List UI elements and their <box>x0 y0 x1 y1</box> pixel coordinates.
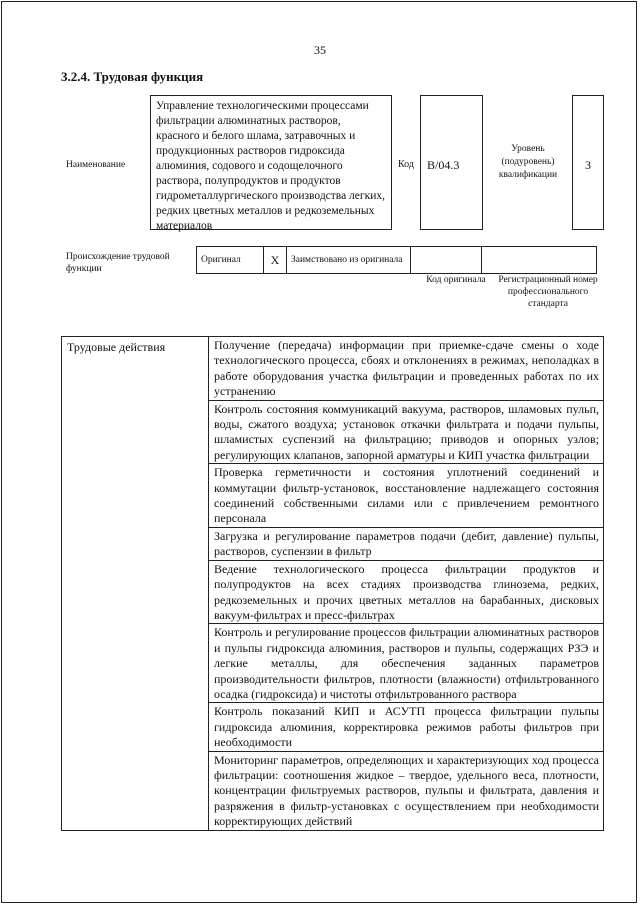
name-label: Наименование <box>66 160 126 170</box>
page-number: 35 <box>314 43 326 57</box>
original-code-cell <box>411 247 482 274</box>
labor-action-item: Контроль показаний КИП и АСУТП процесса фильтрации пульпы гидроксида алюминия, корректировка режимов работы фильтров при необходимости <box>209 703 604 751</box>
code-value: B/04.3 <box>427 158 460 172</box>
origin-label: Происхождение трудовой функции <box>66 252 170 274</box>
function-name-text: Управление технологическими процессами фильтрации алюминатных растворов, красного и белого шлама, затравочных и продукционных растворов гидроксида алюминия, содового и содощелочного раствора, полупродуктов и продуктов гидрометаллургического производства легких, редких цветных металлов и редкоземельных материалов <box>156 100 385 232</box>
borrowed-label: Заимствовано из оригинала <box>287 247 411 274</box>
labor-action-item: Контроль и регулирование процессов фильтрации алюминатных растворов и пульпы гидроксида алюминия, растворов и пульпы, содержащих РЗЭ и легкие металлы, для обеспечения заданных параметров производительности фильтров, плотности (влажности) отфильтрованного осадка (гидроксида) и чистоты отфильтрованного раствора <box>209 624 604 703</box>
original-code-caption: Код оригинала <box>426 275 486 285</box>
labor-actions-header: Трудовые действия <box>62 337 209 831</box>
labor-action-item: Получение (передача) информации при приемке-сдаче смены о ходе технологического процесса, сбоях и отклонениях в режимах, неполадках в работе оборудования участка фильтрации и проведенных работах по их устранению <box>209 337 604 401</box>
reg-number-caption: Регистрационный номер профессионального стандарта <box>498 275 598 309</box>
table-row <box>62 337 604 401</box>
original-mark: X <box>264 247 287 274</box>
labor-action-item: Загрузка и регулирование параметров подачи (дебит, давление) пульпы, растворов, суспензии в фильтр <box>209 527 604 560</box>
labor-action-item: Контроль состояния коммуникаций вакуума, растворов, шламовых пульп, воды, сжатого воздуха; установок откачки фильтрата и подачи пульпы, шламистых суспензий на фильтрацию; приводов и опорных узлов; регулирующих клапанов, запорной арматуры и КИП участка фильтрации <box>209 400 604 464</box>
labor-action-item: Проверка герметичности и состояния уплотнений соединений и коммутации фильтр-установок, восстановление надлежащего состояния соединений собственными силами или с привлечением ремонтного персонала <box>209 464 604 528</box>
reg-number-cell <box>482 247 597 274</box>
code-label: Код <box>398 159 414 170</box>
section-title: 3.2.4. Трудовая функция <box>61 69 204 84</box>
labor-action-item: Мониторинг параметров, определяющих и характеризующих ход процесса фильтрации: соотношения жидкое – твердое, удельного веса, плотности, концентрации фильтруемых растворов, пульпы и фильтрата, давления и разряжения в фильтр-установках с осуществлением при необходимости корректирующих действий <box>209 751 604 830</box>
labor-actions-table <box>61 336 604 831</box>
level-label: Уровень (подуровень) квалификации <box>498 144 558 180</box>
level-value: 3 <box>585 158 591 172</box>
labor-action-item: Ведение технологического процесса фильтрации продуктов и полупродуктов на всех стадиях производства глинозема, редких, редкоземельных и прочих цветных металлов на барабанных, дисковых вакуум-фильтрах и пресс-фильтрах <box>209 560 604 624</box>
origin-table <box>196 246 597 274</box>
original-label: Оригинал <box>197 247 264 274</box>
labor-actions-body <box>62 337 604 831</box>
function-name-box <box>150 95 392 230</box>
